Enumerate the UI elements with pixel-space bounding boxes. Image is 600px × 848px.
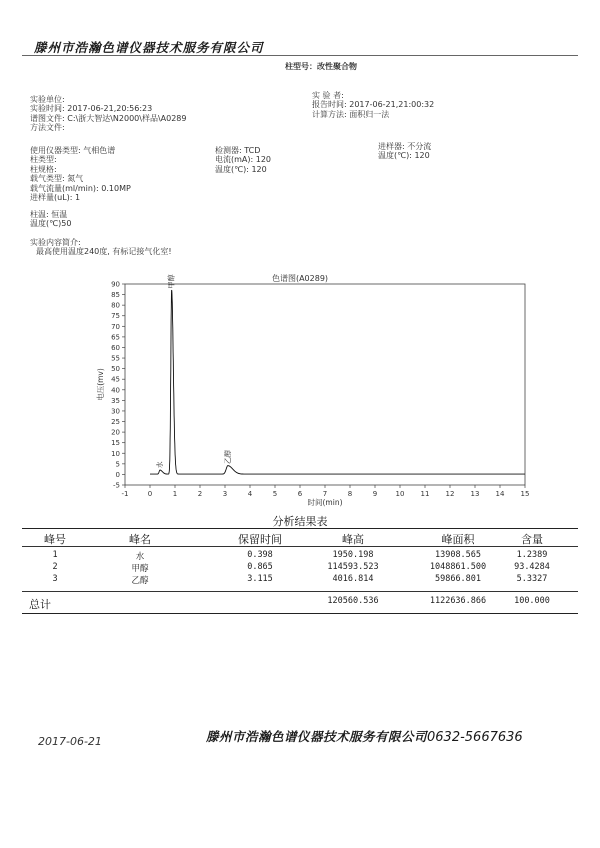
table-total-cell: 总计	[29, 598, 51, 611]
x-tick-label: 1	[172, 490, 178, 498]
column-kind: 柱类型:	[30, 155, 57, 165]
experiment-content-label: 实验内容简介:	[30, 238, 81, 247]
column-temp	[30, 210, 71, 229]
table-cell: 1950.198	[332, 550, 374, 560]
table-total-cell: 1122636.866	[429, 596, 487, 606]
y-tick-label: 25	[111, 418, 120, 427]
x-tick-label: 11	[420, 490, 430, 498]
info-file: 谱图文件: C:\浙大智达\N2000\样品\A0289	[30, 113, 187, 123]
y-tick-label: 45	[111, 375, 120, 384]
table-cell: 13908.565	[434, 550, 482, 560]
x-tick-label: 7	[322, 490, 328, 498]
peak-label: 甲醇	[167, 274, 176, 289]
peak-label: 水	[155, 461, 164, 469]
y-tick-label: 15	[111, 439, 120, 448]
detector: 检测器: TCD	[215, 146, 261, 155]
column-type: 柱型号：改性聚合物	[285, 62, 357, 71]
detector-current: 电流(mA): 120	[215, 155, 272, 165]
info-operator: 实 验 者:	[312, 91, 344, 100]
injector-temp: 温度(℃): 120	[378, 151, 430, 161]
column-spec: 柱规格:	[30, 164, 57, 174]
table-cell: 乙醇	[131, 576, 149, 586]
y-tick-label: 85	[111, 291, 120, 300]
table-header-cell: 峰面积	[441, 533, 475, 546]
x-tick-label: -1	[121, 490, 129, 498]
x-axis-label: 时间(min)	[307, 498, 343, 507]
instrument-col1	[30, 146, 131, 202]
header-rule	[22, 55, 578, 56]
y-axis-label: 电压(mv)	[96, 368, 105, 401]
y-tick-label: 80	[111, 301, 120, 310]
instrument-col2	[215, 146, 271, 174]
y-tick-label: 75	[111, 312, 120, 321]
table-cell: 114593.523	[327, 562, 379, 572]
y-tick-label: 35	[111, 396, 120, 405]
info-report-time: 报告时间: 2017-06-21,21:00:32	[312, 100, 435, 110]
x-tick-label: 8	[347, 490, 353, 498]
table-cell: 59866.801	[434, 574, 482, 584]
table-cell: 4016.814	[332, 574, 374, 584]
table-bottom-rule	[22, 613, 578, 614]
instrument-type: 使用仪器类型: 气相色谱	[30, 146, 116, 155]
table-cell: 3	[52, 574, 58, 584]
y-tick-label: 40	[111, 386, 120, 395]
x-tick-label: 0	[147, 490, 153, 498]
table-header-cell: 峰号	[44, 533, 66, 546]
y-tick-label: 20	[111, 428, 120, 437]
x-tick-label: 10	[395, 490, 405, 498]
footer-company-name: 滕州市浩瀚色谱仪器技术服务有限公司	[206, 729, 428, 744]
y-tick-label: 70	[111, 322, 120, 331]
table-cell: 水	[135, 552, 145, 562]
table-header-cell: 峰名	[129, 533, 151, 546]
y-tick-label: 50	[111, 365, 120, 374]
y-tick-label: 65	[111, 333, 120, 342]
table-cell: 1048861.500	[429, 562, 487, 572]
table-cell: 93.4284	[514, 562, 550, 572]
carrier-flow: 载气流量(ml/min): 0.10MP	[30, 183, 131, 193]
x-tick-label: 14	[495, 490, 505, 498]
x-tick-label: 12	[445, 490, 455, 498]
table-top-rule	[22, 528, 578, 529]
x-tick-label: 6	[297, 490, 303, 498]
info-time: 实验时间: 2017-06-21,20:56:23	[30, 104, 153, 114]
table-total-cell: 120560.536	[327, 596, 379, 606]
y-tick-label: 90	[111, 280, 120, 289]
company-header: 滕州市浩瀚色谱仪器技术服务有限公司	[34, 40, 264, 55]
y-tick-label: 10	[111, 449, 120, 458]
y-tick-label: 60	[111, 343, 120, 352]
info-unit: 实验单位:	[30, 95, 65, 104]
results-title: 分析结果表	[272, 515, 328, 528]
injection-volume: 进样量(uL): 1	[30, 193, 81, 203]
table-header-rule	[22, 546, 578, 547]
table-cell: 1.2389	[516, 550, 548, 560]
experiment-content	[30, 238, 172, 257]
table-cell: 0.865	[247, 562, 273, 572]
y-tick-label: 30	[111, 407, 120, 416]
signal-trace	[150, 290, 525, 474]
x-tick-label: 15	[520, 490, 530, 498]
x-tick-label: 13	[470, 490, 480, 498]
peak-label: 乙醇	[223, 449, 232, 464]
x-tick-label: 3	[222, 490, 228, 498]
table-total-cell: 100.000	[514, 596, 550, 606]
info-method: 方法文件:	[30, 123, 65, 133]
info-left	[30, 95, 186, 133]
table-cell: 2	[52, 562, 58, 572]
footer-company	[206, 727, 523, 745]
experiment-content-text: 最高使用温度240度, 有标记接气化室!	[36, 247, 172, 257]
table-cell: 甲醇	[131, 564, 149, 574]
table-total-rule	[22, 591, 578, 592]
x-tick-label: 5	[272, 490, 278, 498]
info-right	[312, 91, 434, 119]
table-header-cell: 保留时间	[238, 533, 282, 546]
carrier-gas: 载气类型: 氮气	[30, 174, 84, 184]
instrument-col3	[378, 142, 431, 161]
footer-phone: 0632-5667636	[427, 730, 523, 745]
table-cell: 1	[52, 550, 58, 560]
y-tick-label: 5	[115, 460, 120, 469]
chart-title: 色谱图(A0289)	[271, 274, 329, 283]
y-tick-label: 0	[115, 470, 120, 479]
table-cell: 0.398	[247, 550, 273, 560]
x-tick-label: 2	[197, 490, 203, 498]
column-temp-value: 温度(℃)50	[30, 219, 72, 229]
injector: 进样器: 不分流	[378, 142, 432, 151]
column-temp-mode: 柱温: 恒温	[30, 210, 68, 219]
table-cell: 5.3327	[516, 574, 548, 584]
table-header-cell: 含量	[521, 533, 543, 546]
footer-date: 2017-06-21	[38, 735, 102, 748]
x-tick-label: 4	[247, 490, 253, 498]
plot-frame	[125, 284, 525, 485]
info-calc-method: 计算方法: 面积归一法	[312, 109, 390, 119]
table-cell: 3.115	[247, 574, 273, 584]
y-tick-label: 55	[111, 354, 120, 363]
table-header-cell: 峰高	[342, 533, 364, 546]
y-tick-label: -5	[113, 481, 120, 490]
detector-temp: 温度(℃): 120	[215, 164, 267, 174]
x-tick-label: 9	[372, 490, 378, 498]
